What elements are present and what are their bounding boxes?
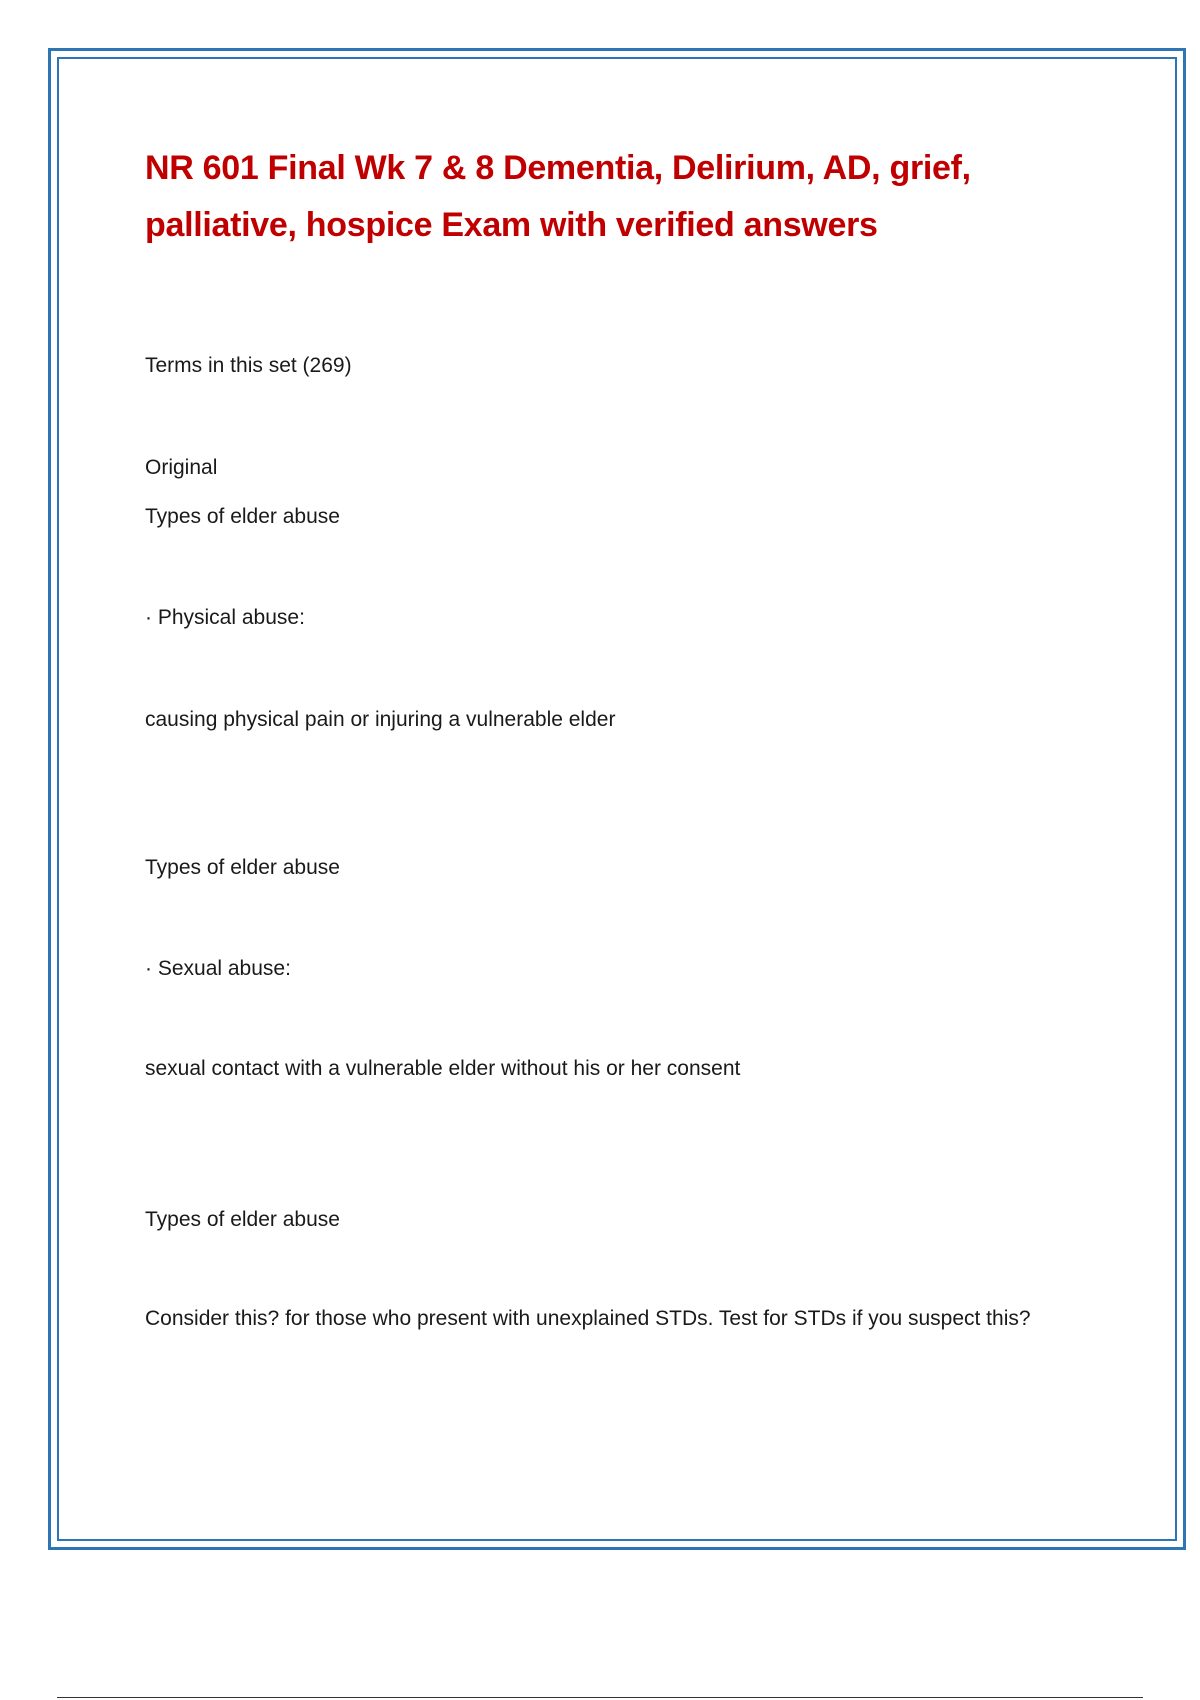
question-1: Types of elder abuse (145, 505, 340, 528)
question-2: Types of elder abuse (145, 856, 340, 879)
footer-rule (57, 1697, 1143, 1698)
subheading-2: · Sexual abuse: (145, 957, 291, 980)
terms-count: Terms in this set (269) (145, 354, 352, 377)
document-header (145, 140, 1065, 254)
answer-2: sexual contact with a vulnerable elder without his or her consent (145, 1057, 741, 1080)
answer-3: Consider this? for those who present with unexplained STDs. Test for STDs if you suspect this? (145, 1307, 1031, 1330)
answer-1: causing physical pain or injuring a vulnerable elder (145, 708, 616, 731)
subheading-1: · Physical abuse: (145, 606, 305, 629)
question-3: Types of elder abuse (145, 1208, 340, 1231)
original-label: Original (145, 456, 218, 479)
document-title: NR 601 Final Wk 7 & 8 Dementia, Delirium, AD, grief, palliative, hospice Exam with verified answers (145, 149, 971, 244)
